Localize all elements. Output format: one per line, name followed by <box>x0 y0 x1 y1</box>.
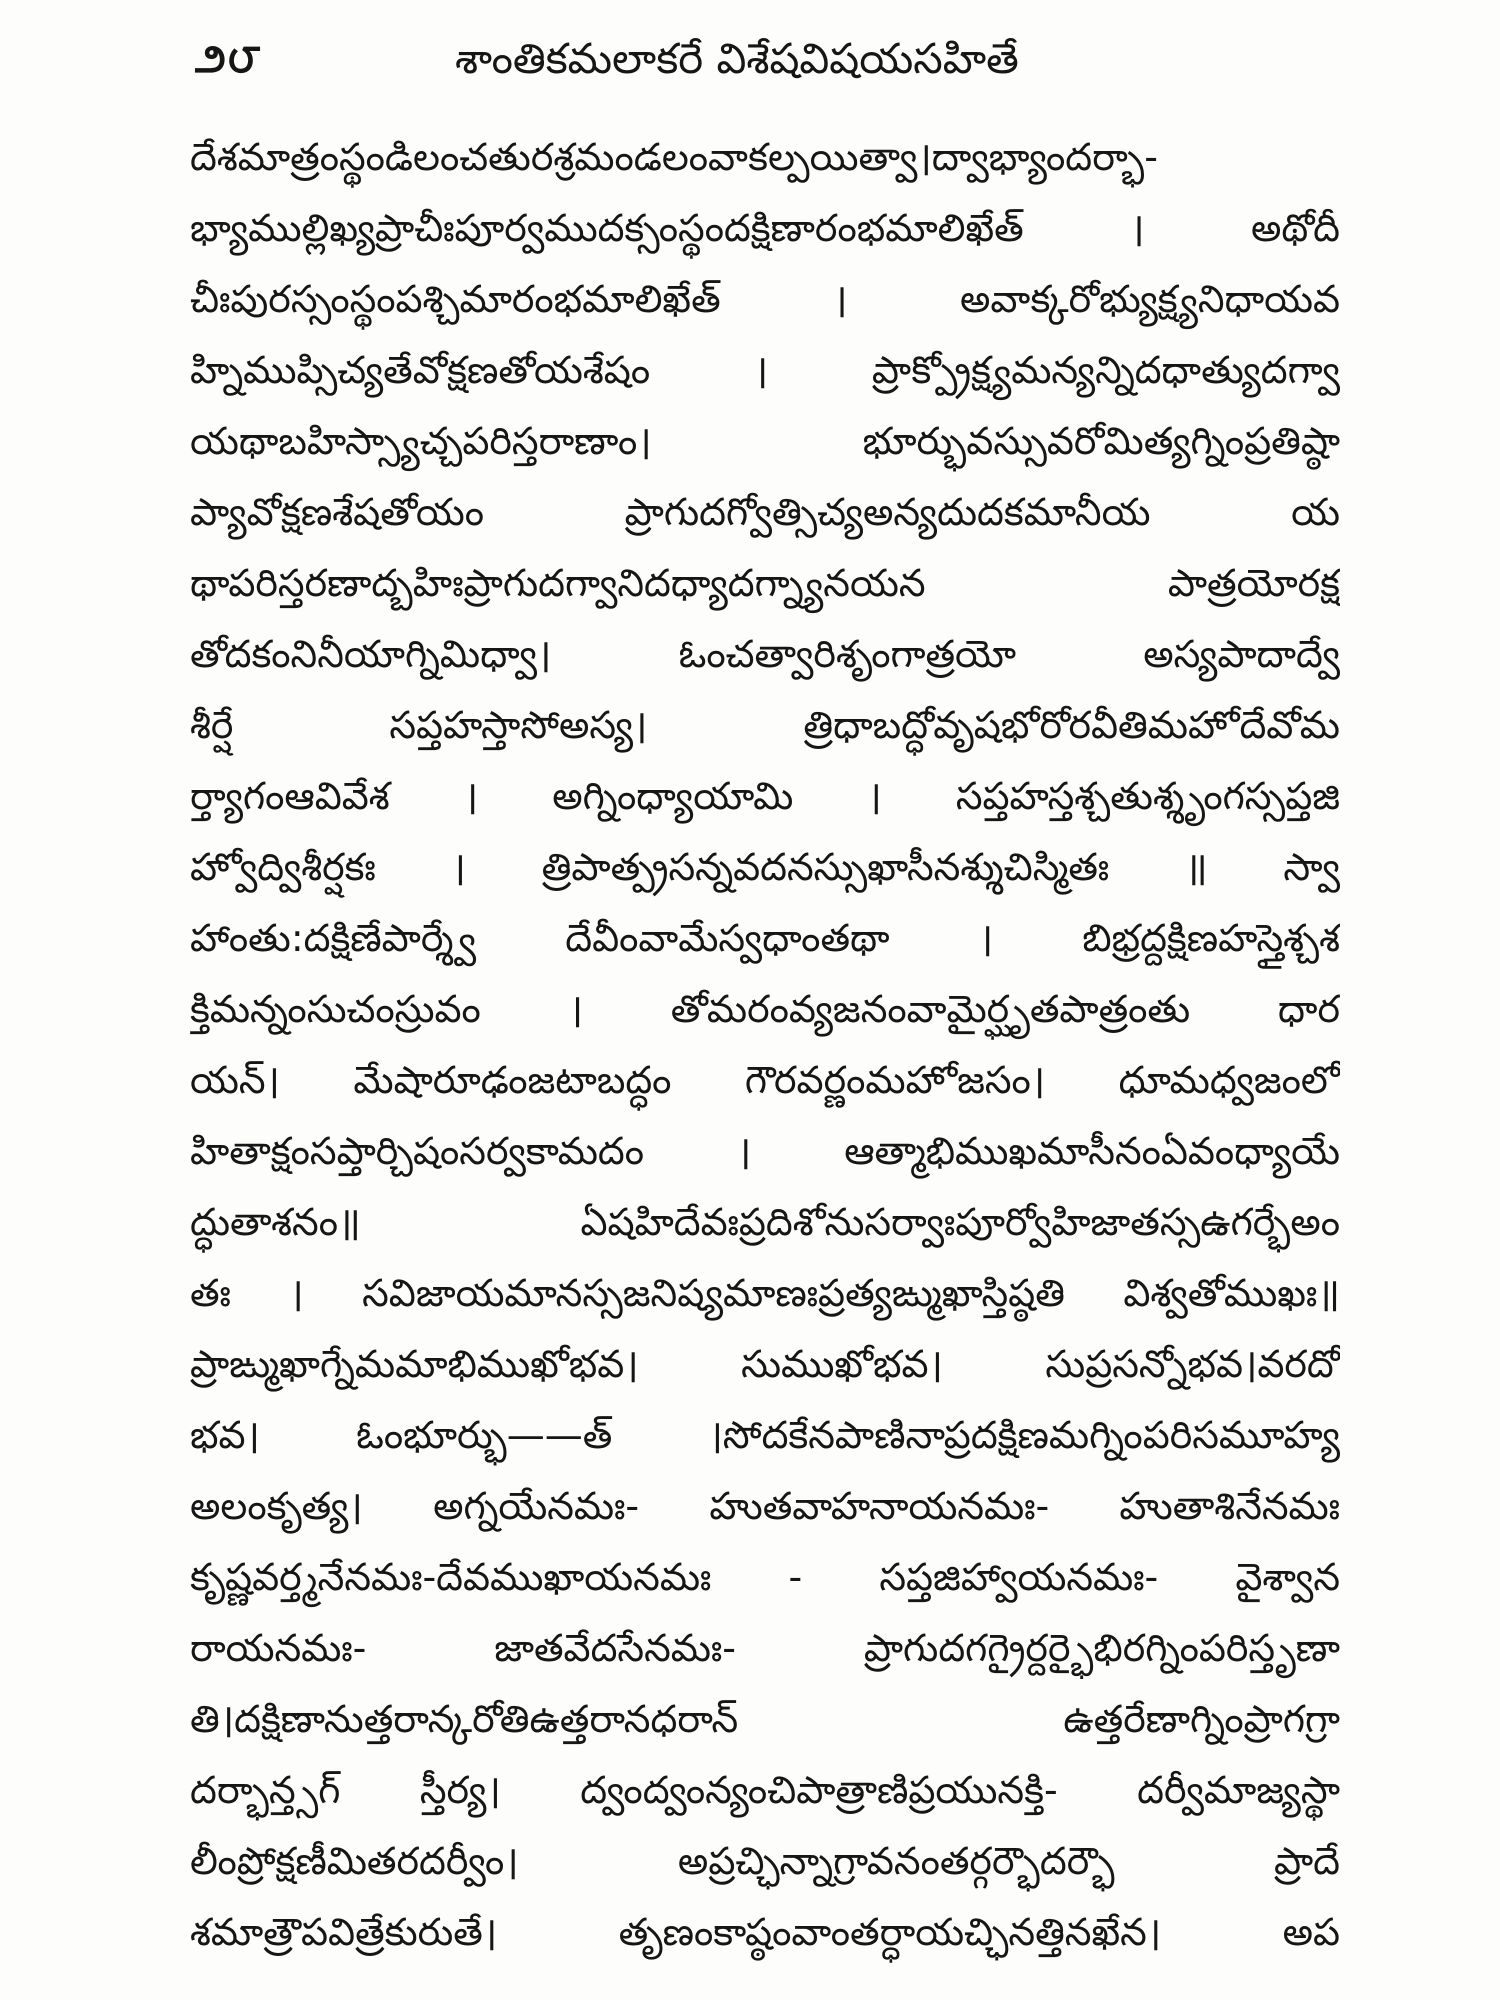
page-number: ౨౮ <box>195 36 263 82</box>
text-line: థాపరిస్తరణాద్బహిఃప్రాగుదగ్వానిదధ్యాదగ్న్యానయన పాత్రయోరక్ష <box>190 561 1340 605</box>
text-line: కృష్ణవర్త్మనేనమః-దేవముఖాయనమః - సప్తజిహ్వాయనమః- వైశ్వాన <box>190 1555 1340 1599</box>
text-line: యథాబహిస్స్యాచ్చపరిస్తరాణాం। భూర్భువస్సువరోమిత్యగ్నింప్రతిష్ఠా <box>190 419 1340 463</box>
text-line: రాయనమః- జాతవేదసేనమః- ప్రాగుదగగ్రైర్దర్భైభిరగ్నింపరిస్తృణా <box>190 1626 1340 1670</box>
text-line: చీఃపురస్సంస్థంపశ్చిమారంభమాలిఖేత్ । అవాక్కరోభ్యుక్ష్యనిధాయవ <box>190 277 1340 321</box>
text-line: హ్వోద్విశీర్షకః । త్రిపాత్ప్రసన్నవదనస్సుఖాసీనశ్శుచిస్మితః ॥ స్వా <box>190 845 1340 889</box>
text-line: ప్యావోక్షణశేషతోయం ప్రాగుదగ్వోత్సిచ్యఅన్యదుదకమానీయ య <box>190 490 1340 534</box>
text-line: ద్ధుతాశనం॥ ఏషహిదేవఃప్రదిశోనుసర్వాఃపూర్వోహిజాతస్సఉగర్భేఅం <box>190 1200 1340 1244</box>
running-title: శాంతికమలాకరే విశేషవిషయసహితే <box>455 34 1019 83</box>
text-line: దేశమాత్రంస్థండిలంచతురశ్రమండలంవాకల్పయిత్వా।ద్వాభ్యాందర్భా- <box>190 135 1158 179</box>
text-line: హాంతు:దక్షిణేపార్శ్వే దేవీంవామేస్వధాంతథా । బిభ్రద్దక్షిణహస్తైశ్చశ <box>190 916 1340 960</box>
body-text <box>190 122 1340 1982</box>
text-line: అలంకృత్య। అగ్నయేనమః- హుతవాహనాయనమః- హుతాశినేనమః <box>190 1484 1340 1528</box>
text-line: శమాత్రౌపవిత్రేకురుతే। తృణంకాష్ఠంవాంతర్ధాయచ్ఛినత్తినఖేన। అప <box>190 1910 1340 1954</box>
text-line: భ్యాముల్లిఖ్యప్రాచీఃపూర్వముదక్సంస్థందక్షిణారంభమాలిఖేత్ । అథోదీ <box>190 206 1340 250</box>
text-line: హ్నిముప్సిచ్యతేవోక్షణతోయశేషం । ప్రాక్ప్రోక్ష్యమన్యన్నిదధాత్యుదగ్వా <box>190 348 1340 392</box>
text-line: దర్భాన్త్సగ్ స్తీర్య। ద్వంద్వంన్యంచిపాత్రాణిప్రయునక్తి- దర్వీమాజ్యస్థా <box>190 1768 1340 1812</box>
running-header <box>0 28 1500 98</box>
text-line: భవ। ఓంభూర్భు——త్ ।సోదకేనపాణినాప్రదక్షిణమగ్నింపరిసమూహ్య <box>190 1413 1340 1457</box>
text-line: హితాక్షంసప్తార్చిషంసర్వకామదం । ఆత్మాభిముఖమాసీనంఏవంధ్యాయే <box>190 1129 1340 1173</box>
text-line: శీర్షే సప్తహస్తాసోఅస్య। త్రిధాబద్ధోవృషభోరోరవీతిమహోదేవోమ <box>190 703 1340 747</box>
text-line: తోదకంనినీయాగ్నిమిధ్వా। ఓంచత్వారిశృంగాత్రయో అస్యపాదాద్వే <box>190 632 1340 676</box>
text-line: తి।దక్షిణానుత్తరాన్కరోతిఉత్తరానధరాన్ ఉత్తరేణాగ్నింప్రాగగ్రా <box>190 1697 1340 1741</box>
text-line: తః । సవిజాయమానస్సజనిష్యమాణఃప్రత్యఙ్ముఖాస్తిష్ఠతి విశ్వతోముఖః॥ <box>190 1271 1340 1315</box>
text-line: క్తిమన్నంసుచంస్రువం । తోమరంవ్యజనంవామైర్ఘృతపాత్రంతు ధార <box>190 987 1340 1031</box>
text-line: యన్। మేషారూఢంజటాబద్ధం గౌరవర్ణంమహోజసం। ధూమధ్వజంలో <box>190 1058 1340 1102</box>
text-line: లీంప్రోక్షణీమితరదర్వీం। అప్రచ్ఛిన్నాగ్రావనంతర్గర్భౌదర్భౌ ప్రాదే <box>190 1839 1340 1883</box>
text-line: ప్రాఙ్ముఖాగ్నేమమాభిముఖోభవ। సుముఖోభవ। సుప్రసన్నోభవ।వరదో <box>190 1342 1340 1386</box>
text-line: ర్త్యాగంఆవివేశ । అగ్నింధ్యాయామి । సప్తహస్తశ్చతుశ్శృంగస్సప్తజి <box>190 774 1340 818</box>
